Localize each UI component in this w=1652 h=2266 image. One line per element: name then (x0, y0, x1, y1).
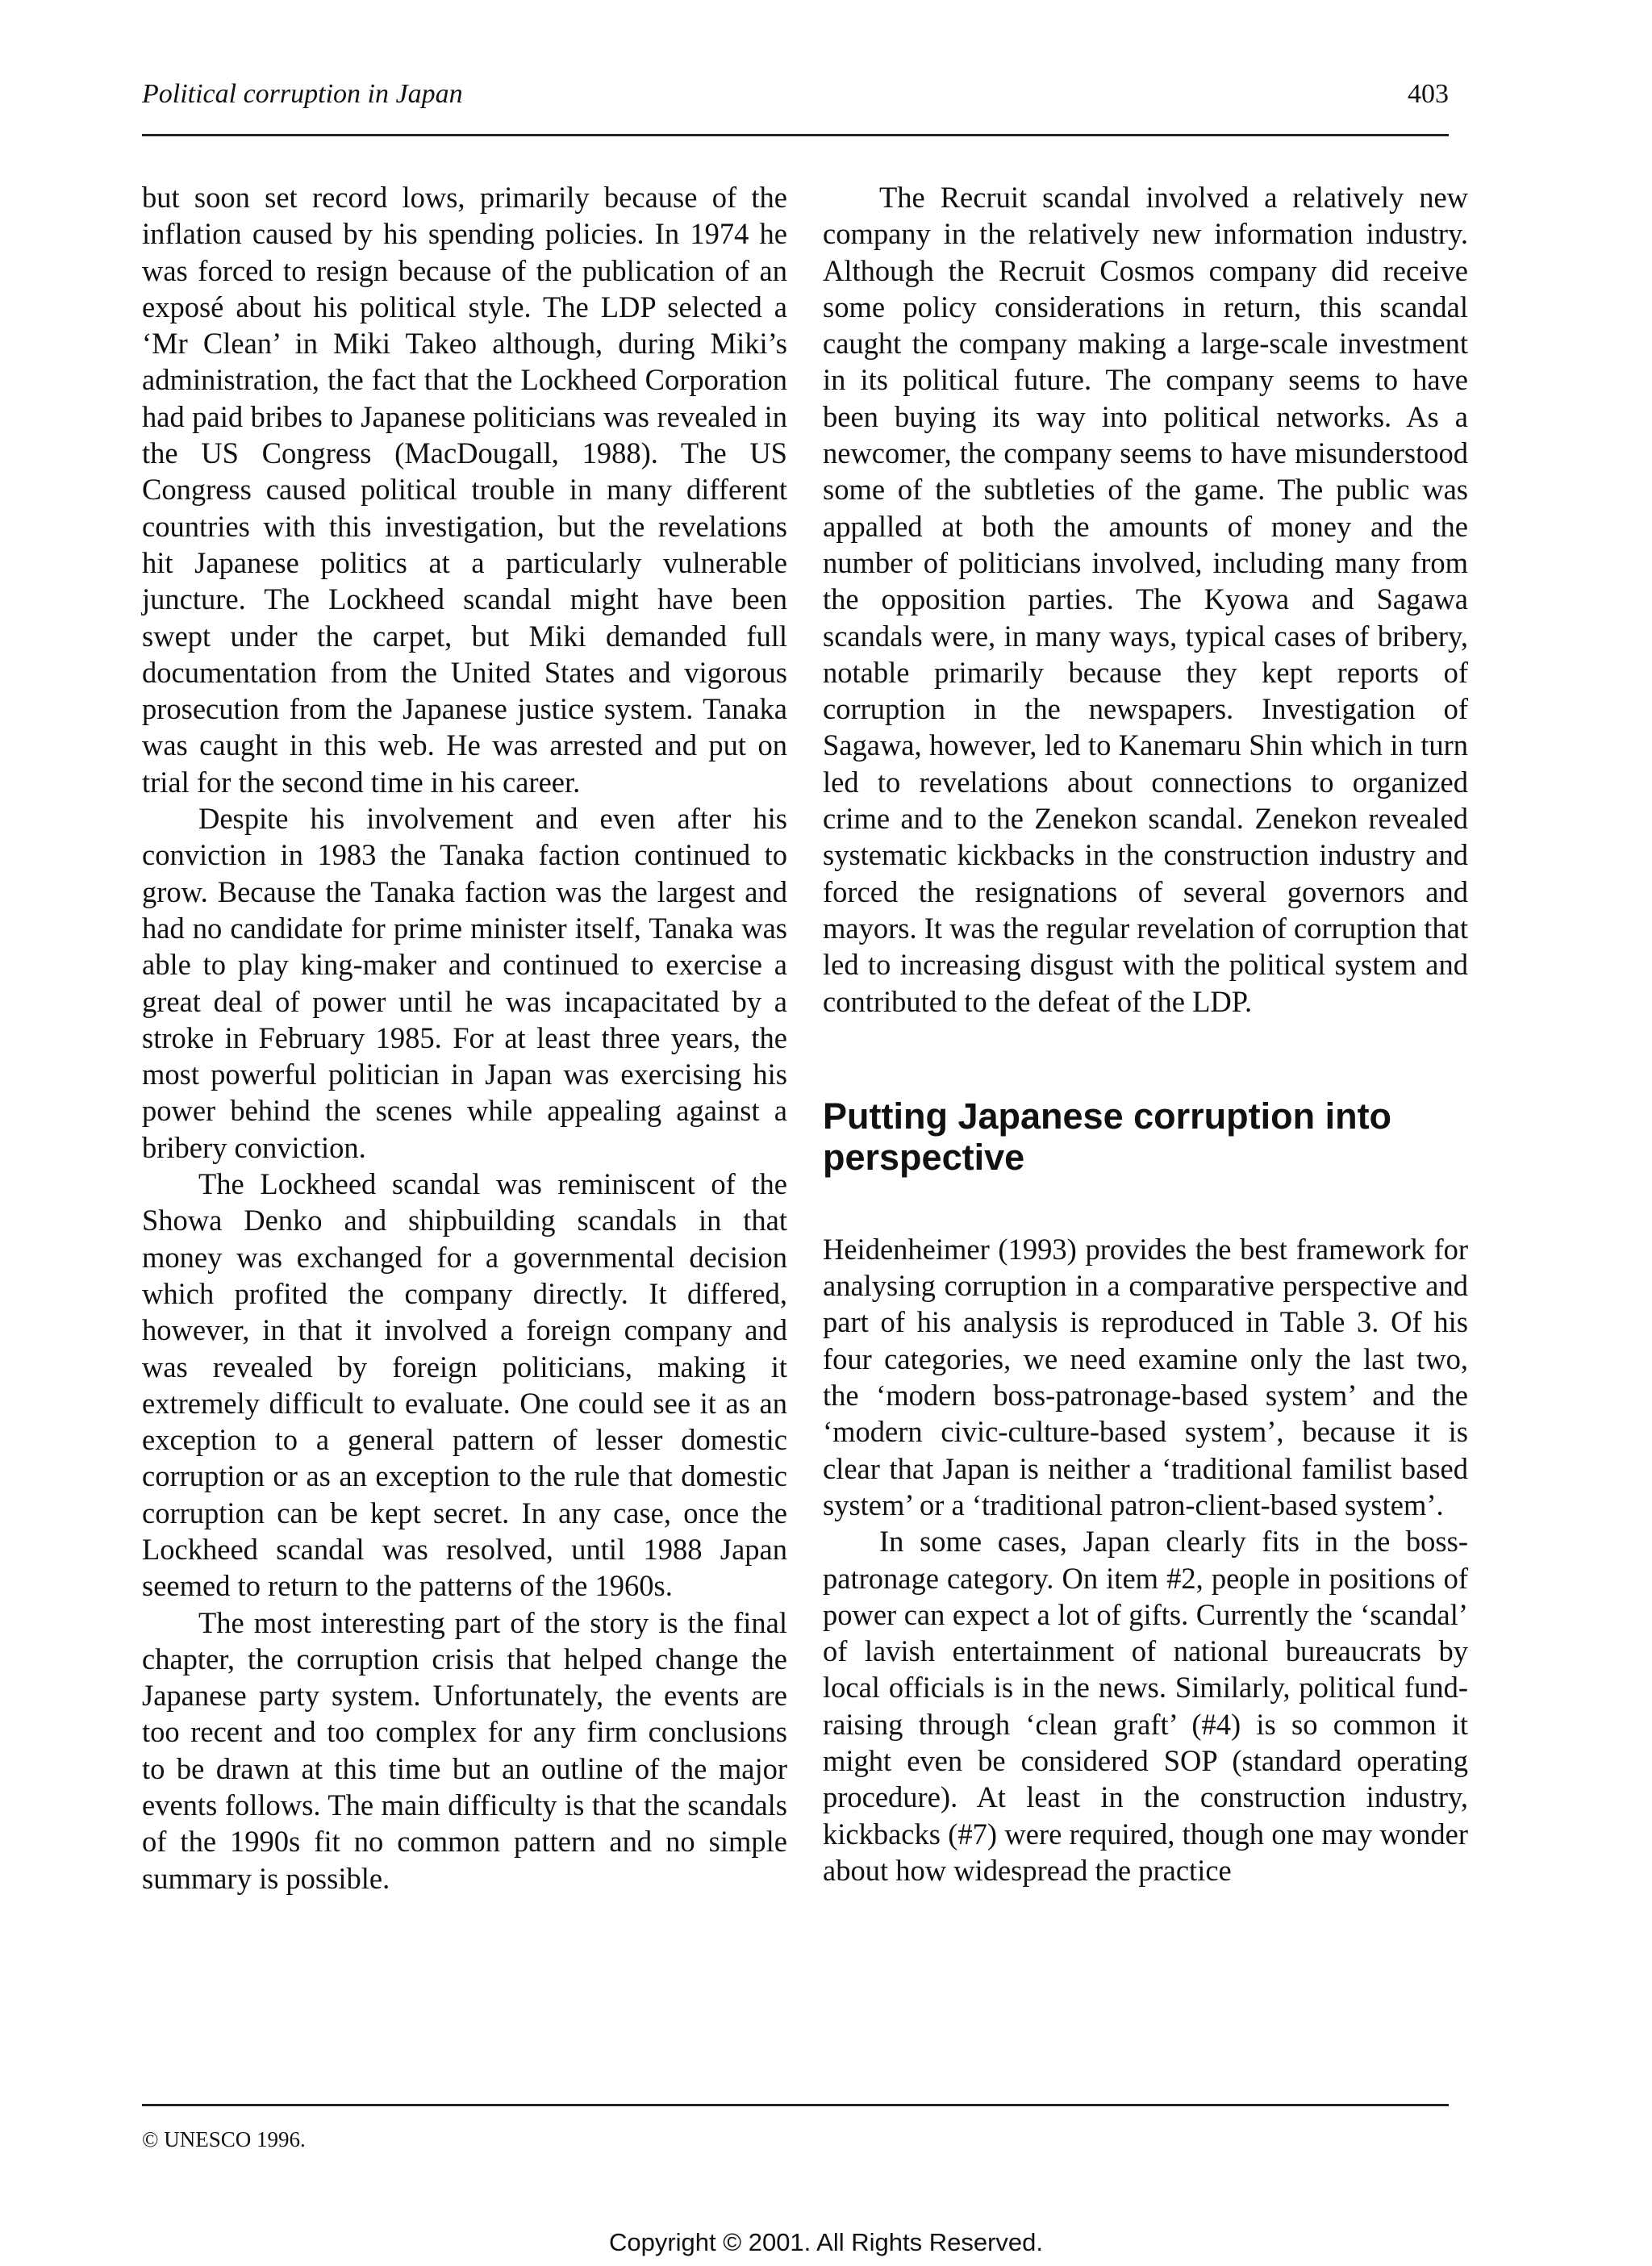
footnote: © UNESCO 1996. (142, 2127, 306, 2151)
left-paragraph-2: Despite his involvement and even after his conviction in 1983 the Tanaka faction continued to grow. Because the Tanaka faction was the largest and had no candidate for prime minister itself, Tanaka was able to play king-maker and continued to exercise a great deal of power until he was incapacitated by a stroke in February 1985. For at least three years, the most powerful politician in Japan was exercising his power behind the scenes while appealing against a bribery conviction. (142, 802, 787, 1164)
right-column (823, 179, 1468, 1888)
running-title: Political corruption in Japan (142, 79, 463, 109)
footnote-rule (142, 2104, 1449, 2106)
left-paragraph-4: The most interesting part of the story is the final chapter, the corruption crisis that helped change the Japanese party system. Unfortunately, the events are too recent and too complex for any firm conclusions to be drawn at this time but an outline of the major events follows. The main difficulty is that the scandals of the 1990s fit no common pattern and no simple summary is possible. (142, 1605, 787, 1895)
page-number: 403 (1408, 79, 1449, 109)
right-paragraph-2: Heidenheimer (1993) provides the best framework for analysing corruption in a comparative perspective and part of his analysis is reproduced in Table 3. Of his four categories, we need examine only the last two, the ‘modern boss-patronage-based system’ and the ‘modern civic-culture-based system’, because it is clear that Japan is neither a ‘traditional familist based system’ or a ‘traditional patron-client-based system’. (823, 1232, 1468, 1521)
section-heading: Putting Japanese corruption into perspective (823, 1095, 1392, 1178)
header-rule (142, 134, 1449, 136)
copyright-notice: Copyright © 2001. All Rights Reserved. (608, 2228, 1044, 2256)
right-paragraph-3: In some cases, Japan clearly fits in the boss-patronage category. On item #2, people in positions of power can expect a lot of gifts. Currently the ‘scandal’ of lavish entertainment of national bureaucrats by local officials is in the news. Similarly, political fund-raising through ‘clean graft’ (#4) is so common it might even be considered SOP (standard operating procedure). At least in the construction industry, kickbacks (#7) were required, though one may wonder about how widespread the practice (823, 1525, 1468, 1887)
left-paragraph-1: but soon set record lows, primarily because of the inflation caused by his spending policies. In 1974 he was forced to resign because of the publication of an exposé about his political style. The LDP selected a ‘Mr Clean’ in Miki Takeo although, during Miki’s administration, the fact that the Lockheed Corporation had paid bribes to Japanese politicians was revealed in the US Congress (MacDougall, 1988). The US Congress caused political trouble in many different countries with this investigation, but the revelations hit Japanese politics at a particularly vulnerable juncture. The Lockheed scandal might have been swept under the carpet, but Miki demanded full documentation from the United States and vigorous prosecution from the Japanese justice system. Tanaka was caught in this web. He was arrested and put on trial for the second time in his career. (142, 181, 787, 799)
running-head (142, 74, 1449, 115)
left-column (142, 179, 787, 1897)
left-paragraph-3: The Lockheed scandal was reminiscent of the Showa Denko and shipbuilding scandals in that money was exchanged for a governmental decision which profited the company directly. It differed, however, in that it involved a foreign company and was revealed by foreign politicians, making it extremely difficult to evaluate. One could see it as an exception to a general pattern of lesser domestic corruption or as an exception to the rule that domestic corruption can be kept secret. In any case, once the Lockheed scandal was resolved, until 1988 Japan seemed to return to the patterns of the 1960s. (142, 1167, 787, 1603)
right-paragraph-1: The Recruit scandal involved a relatively new company in the relatively new information industry. Although the Recruit Cosmos company did receive some policy considerations in return, this scandal caught the company making a large-scale investment in its political future. The company seems to have been buying its way into political networks. As a newcomer, the company seems to have misunderstood some of the subtleties of the game. The public was appalled at both the amounts of money and the number of politicians involved, including many from the opposition parties. The Kyowa and Sagawa scandals were, in many ways, typical cases of bribery, notable primarily because they kept reports of corruption in the newspapers. Investigation of Sagawa, however, led to Kanemaru Shin which in turn led to revelations about connections to organized crime and to the Zenekon scandal. Zenekon revealed systematic kickbacks in the construction industry and forced the resignations of several governors and mayors. It was the regular revelation of corruption that led to increasing disgust with the political system and contributed to the defeat of the LDP. (823, 181, 1468, 1018)
